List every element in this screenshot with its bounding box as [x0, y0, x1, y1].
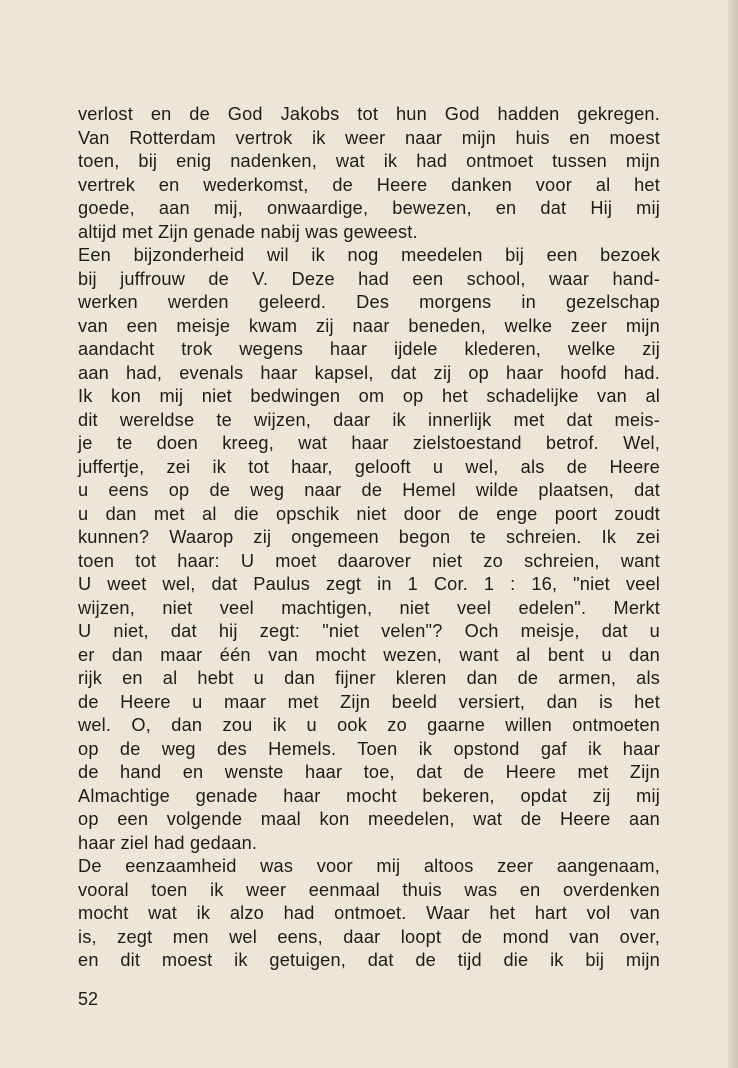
text-line: aan had, evenals haar kapsel, dat zij op haar hoofd had. [78, 362, 660, 383]
text-line: werken werden geleerd. Des morgens in gezelschap [78, 292, 660, 312]
text-line: altijd met Zijn genade nabij was geweest. [78, 221, 418, 242]
text-line: toen tot haar: U moet daarover niet zo schreien, want [78, 550, 660, 571]
page-edge-shadow [728, 0, 738, 1068]
text-line: goede, aan mij, onwaardige, bewezen, en dat Hij mij [78, 198, 660, 218]
text-line: je te doen kreeg, wat haar zielstoestand betrof. Wel, [78, 433, 660, 453]
text-line: op de weg des Hemels. Toen ik opstond gaf ik haar [78, 738, 660, 759]
text-line: Van Rotterdam vertrok ik weer naar mijn huis en moest [78, 127, 660, 148]
text-line: juffertje, zei ik tot haar, gelooft u wel, als de Heere [78, 456, 660, 477]
text-line: en dit moest ik getuigen, dat de tijd die ik bij mijn [78, 950, 660, 970]
text-line: wel. O, dan zou ik u ook zo gaarne willen ontmoeten [78, 715, 660, 735]
text-line: kunnen? Waarop zij ongemeen begon te schreien. Ik zei [78, 527, 660, 547]
text-line: aandacht trok wegens haar ijdele klederen, welke zij [78, 339, 660, 359]
text-line: u dan met al die opschik niet door de enge poort zoudt [78, 503, 660, 524]
text-line: Ik kon mij niet bedwingen om op het schadelijke van al [78, 386, 660, 406]
text-line: Een bijzonderheid wil ik nog meedelen bij een bezoek [78, 245, 660, 265]
text-line: verlost en de God Jakobs tot hun God hadden gekregen. [78, 104, 660, 124]
text-line: u eens op de weg naar de Hemel wilde plaatsen, dat [78, 480, 660, 500]
text-line: toen, bij enig nadenken, wat ik had ontmoet tussen mijn [78, 151, 660, 171]
text-line: van een meisje kwam zij naar beneden, welke zeer mijn [78, 315, 660, 336]
text-line: de Heere u maar met Zijn beeld versiert, dan is het [78, 691, 660, 712]
text-line: Almachtige genade haar mocht bekeren, opdat zij mij [78, 785, 660, 806]
text-line: vooral toen ik weer eenmaal thuis was en overdenken [78, 879, 660, 900]
text-line: wijzen, niet veel machtigen, niet veel edelen". Merkt [78, 597, 660, 618]
text-line: bij juffrouw de V. Deze had een school, waar hand- [78, 268, 660, 289]
text-line: De eenzaamheid was voor mij altoos zeer aangenaam, [78, 856, 660, 876]
text-line: haar ziel had gedaan. [78, 832, 258, 853]
text-line: is, zegt men wel eens, daar loopt de mond van over, [78, 926, 660, 947]
text-line: U weet wel, dat Paulus zegt in 1 Cor. 1 : 16, "niet veel [78, 574, 660, 594]
text-line: er dan maar één van mocht wezen, want al bent u dan [78, 644, 660, 665]
text-line: vertrek en wederkomst, de Heere danken voor al het [78, 174, 660, 195]
body-text [78, 103, 660, 973]
page-number: 52 [78, 989, 99, 1009]
text-line: dit wereldse te wijzen, daar ik innerlijk met dat meis- [78, 409, 660, 430]
text-line: de hand en wenste haar toe, dat de Heere met Zijn [78, 762, 660, 782]
text-line: U niet, dat hij zegt: "niet velen"? Och meisje, dat u [78, 621, 660, 641]
text-line: op een volgende maal kon meedelen, wat de Heere aan [78, 809, 660, 829]
text-line: rijk en al hebt u dan fijner kleren dan de armen, als [78, 668, 660, 688]
text-line: mocht wat ik alzo had ontmoet. Waar het hart vol van [78, 903, 660, 923]
